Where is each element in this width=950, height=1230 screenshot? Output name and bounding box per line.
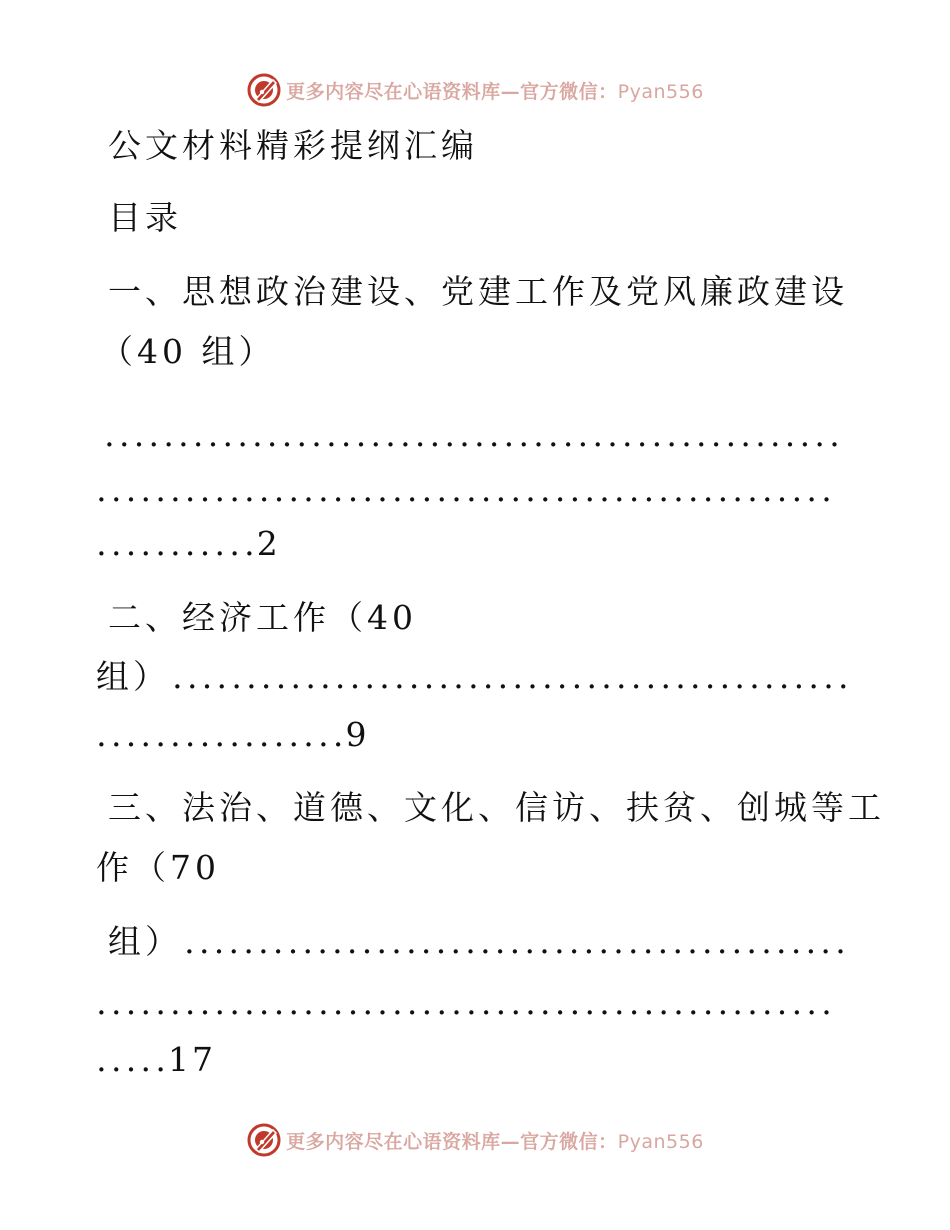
pen-logo-icon — [246, 72, 282, 108]
document-title: 公文材料精彩提纲汇编 — [108, 126, 478, 165]
toc-entry-3-count: 组） — [108, 922, 182, 961]
toc-leader-dots: . . . . . . . . . . . . . . . . . . . . . . . . . . . . . . . . . . . . . . . . . . . . . . . . . . — [104, 415, 840, 454]
toc-entry-3-page: 17 — [167, 1040, 216, 1079]
toc-entry-2-count-row — [96, 657, 851, 697]
toc-entry-1-count: （40 组） — [100, 332, 276, 371]
toc-entry-2-title: 二、经济工作（40 — [108, 598, 417, 637]
banner-account: Pyan556 — [617, 80, 704, 103]
toc-entry-1-page: 2 — [256, 524, 281, 563]
toc-entry-3-title: 三、法治、道德、文化、信访、扶贫、创城等工 — [108, 788, 885, 827]
banner-text: 更多内容尽在心语资料库—官方微信：Pyan556 — [286, 1130, 704, 1153]
toc-leader-dots: . . . . . . . . . . . . . . . . . . . . . . . . . . . . . . . . . . . . . . . . . . . . . . — [172, 657, 849, 696]
toc-entry-2-count: 组） — [96, 657, 170, 696]
toc-entry-3-tail — [94, 1040, 216, 1080]
toc-entry-2-page: 9 — [345, 715, 370, 754]
toc-leader-dots: . . . . . . . . . . . . . . . . . . . . . . . . . . . . . . . . . . . . . . . . . . . . . . . . . . — [96, 983, 832, 1022]
footer-banner — [0, 1120, 950, 1160]
toc-entry-3-title-cont: 作（70 — [96, 848, 220, 887]
banner-text: 更多内容尽在心语资料库—官方微信：Pyan556 — [286, 80, 704, 103]
toc-leader-dots: . . . . . — [96, 1040, 166, 1079]
toc-entry-3-count-row — [108, 922, 848, 962]
pen-logo-icon — [246, 1122, 282, 1158]
banner-account: Pyan556 — [617, 1130, 704, 1153]
toc-heading: 目录 — [108, 198, 182, 237]
toc-leader-dots: . . . . . . . . . . . . . . . . . — [96, 715, 344, 754]
toc-entry-1-title: 一、思想政治建设、党建工作及党风廉政建设 — [108, 272, 848, 311]
header-banner — [0, 70, 950, 110]
toc-entry-1-tail — [94, 524, 281, 564]
toc-leader-dots: . . . . . . . . . . . . . . . . . . . . . . . . . . . . . . . . . . . . . . . . . . . . . — [184, 922, 846, 961]
toc-entry-2-tail — [94, 715, 370, 755]
toc-leader-dots: . . . . . . . . . . . . . . . . . . . . . . . . . . . . . . . . . . . . . . . . . . . . . . . . . . — [96, 470, 832, 509]
toc-leader-dots: . . . . . . . . . . . — [96, 524, 255, 563]
